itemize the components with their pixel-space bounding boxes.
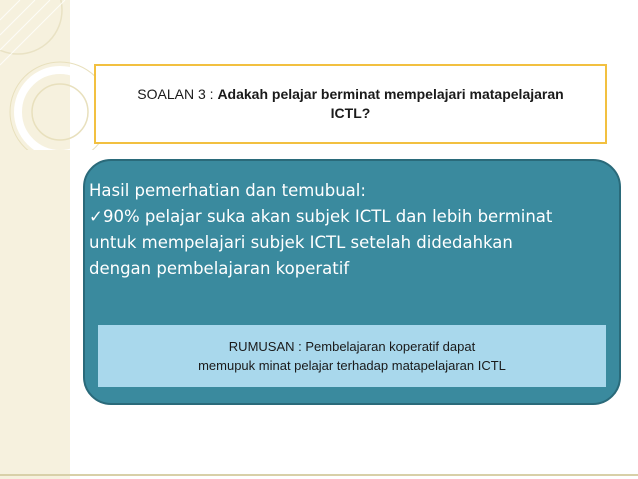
question-content <box>137 85 563 123</box>
result-text <box>89 178 609 282</box>
rumusan-box <box>98 325 606 387</box>
question-text-line1: Adakah pelajar berminat mempelajari matapelajaran <box>217 86 564 102</box>
result-line-2: untuk mempelajari subjek ICTL setelah didedahkan <box>89 233 513 252</box>
question-label: SOALAN 3 : <box>137 86 218 102</box>
result-line-3: dengan pembelajaran koperatif <box>89 259 350 278</box>
rumusan-line1: RUMUSAN : Pembelajaran koperatif dapat <box>228 339 476 354</box>
rumusan-line2: memupuk minat pelajar terhadap matapelajaran ICTL <box>198 358 506 373</box>
result-bullet-line1 <box>89 204 609 230</box>
bottom-divider <box>0 474 638 476</box>
question-box <box>94 64 607 144</box>
question-text-line2: ICTL? <box>330 105 371 121</box>
checkmark-icon: ✓ <box>89 207 103 226</box>
result-heading: Hasil pemerhatian dan temubual: <box>89 181 366 200</box>
result-line-1: 90% pelajar suka akan subjek ICTL dan lebih berminat <box>103 207 553 226</box>
